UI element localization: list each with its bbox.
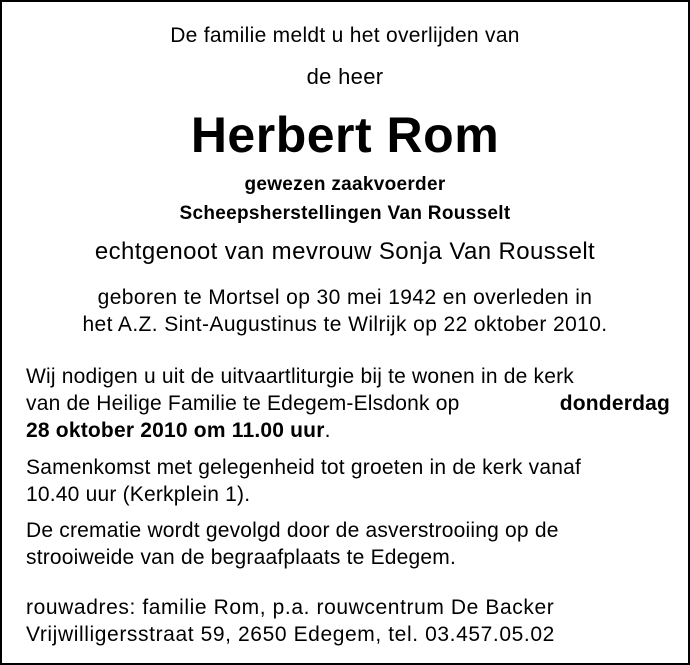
gathering-line-1: [26, 454, 670, 481]
address-line-2-text: Vrijwilligersstraat 59, 2650 Edegem, tel. 03.457.05.02: [26, 623, 555, 646]
liturgy-datetime: 28 oktober 2010 om 11.00 uur: [26, 419, 325, 442]
address-line-1-text: rouwadres: familie Rom, p.a. rouwcentrum De Backer: [26, 596, 555, 619]
deceased-name: Herbert Rom: [190, 107, 500, 163]
liturgy-paragraph: [26, 363, 670, 444]
cremation-line-1-text: De crematie wordt gevolgd door de asverstrooiing op de: [26, 519, 559, 542]
liturgy-line-3: [26, 417, 670, 444]
gathering-line-1-text: Samenkomst met gelegenheid tot groeten in de kerk vanaf: [26, 456, 581, 479]
cremation-line-2-text: strooiweide van de begraafplaats te Edegem.: [26, 546, 457, 569]
liturgy-period: .: [324, 419, 331, 442]
liturgy-weekday: donderdag: [559, 392, 670, 415]
birth-line-1: geboren te Mortsel op 30 mei 1942 en overleden in: [97, 286, 593, 309]
gathering-line-2-text: 10.40 uur (Kerkplein 1).: [26, 483, 251, 506]
former-role: gewezen zaakvoerder: [244, 174, 446, 195]
company-name: Scheepsherstellingen Van Rousselt: [179, 203, 511, 224]
gathering-paragraph: [26, 454, 670, 508]
mourning-address: [26, 594, 670, 648]
liturgy-line-1: [26, 363, 670, 390]
title-prefix: de heer: [306, 64, 384, 89]
cremation-line-1: [26, 517, 670, 544]
liturgy-line-2-text: van de Heilige Familie te Edegem-Elsdonk op: [26, 392, 460, 415]
cremation-line-2: [26, 544, 670, 571]
birth-line-2: het A.Z. Sint-Augustinus te Wilrijk op 22 oktober 2010.: [82, 313, 608, 336]
cremation-paragraph: [26, 517, 670, 571]
address-line-1: [26, 594, 670, 621]
liturgy-line-2: [26, 390, 670, 417]
spouse-line: echtgenoot van mevrouw Sonja Van Rousselt: [94, 238, 596, 265]
intro-text: De familie meldt u het overlijden van: [170, 24, 520, 47]
gathering-line-2: [26, 481, 670, 508]
address-line-2: [26, 621, 670, 648]
liturgy-line-1-text: Wij nodigen u uit de uitvaartliturgie bij te wonen in de kerk: [26, 365, 574, 388]
